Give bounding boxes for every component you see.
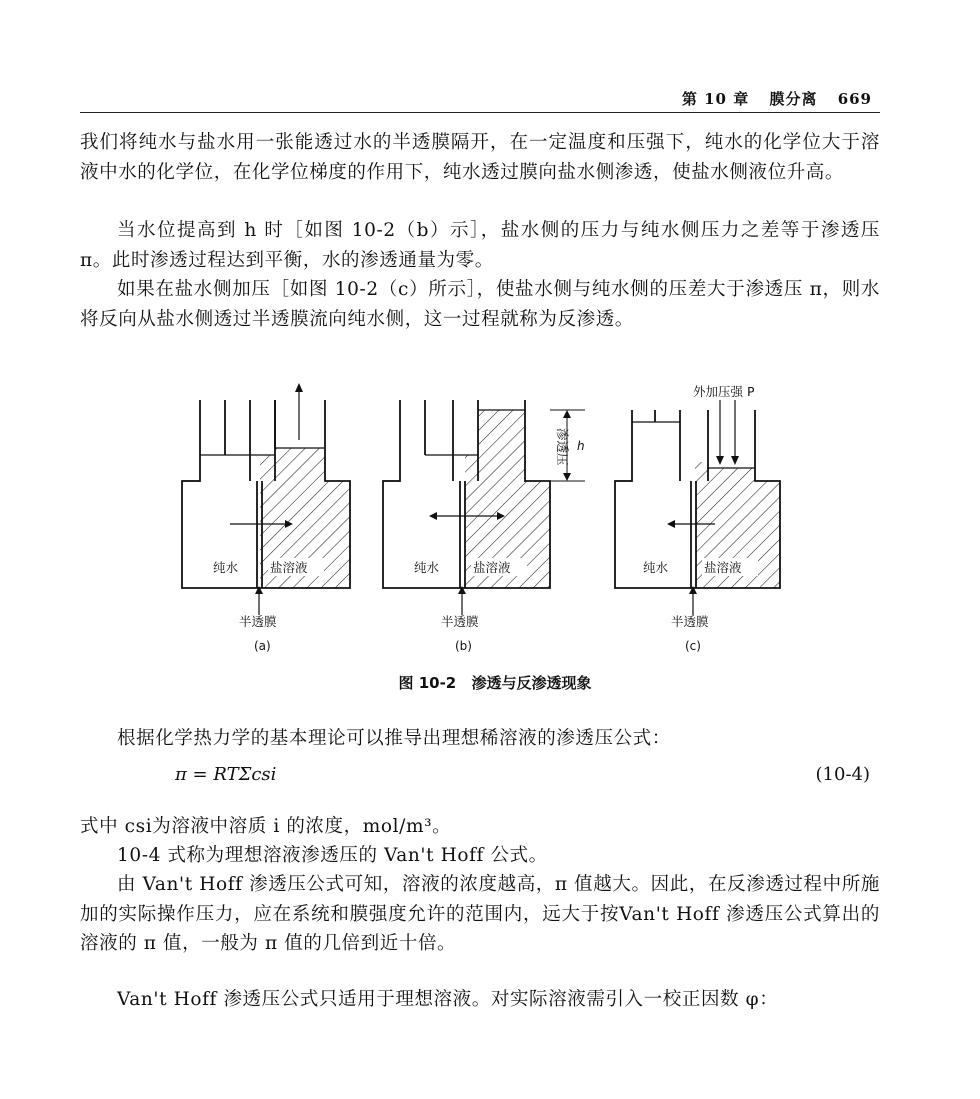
running-header bbox=[80, 84, 880, 113]
label-pure-water-c: 纯水 bbox=[643, 560, 669, 575]
panel-label-b: (b) bbox=[455, 639, 472, 653]
label-pure-water-b: 纯水 bbox=[414, 560, 440, 575]
panel-c bbox=[615, 400, 780, 615]
label-salt-solution-b: 盐溶液 bbox=[473, 560, 511, 575]
paragraph-2: 当水位提高到 h 时［如图 10-2（b）示］，盐水侧的压力与纯水侧压力之差等于渗透压 π。此时渗透过程达到平衡，水的渗透通量为零。 bbox=[80, 220, 880, 271]
label-salt-solution-c: 盐溶液 bbox=[704, 560, 742, 575]
page-number: 669 bbox=[837, 90, 872, 108]
chapter-label: 第 10 章 bbox=[681, 90, 750, 108]
paragraph-6: 10-4 式称为理想溶液渗透压的 Van't Hoff 公式。 bbox=[117, 845, 548, 866]
paragraph-1: 我们将纯水与盐水用一张能透过水的半透膜隔开，在一定温度和压强下，纯水的化学位大于溶液中水的化学位，在化学位梯度的作用下，纯水透过膜向盐水侧渗透，使盐水侧液位升高。 bbox=[80, 132, 880, 183]
paragraph-7: 由 Van't Hoff 渗透压公式可知，溶液的浓度越高，π 值越大。因此，在反渗透过程中所施加的实际操作压力，应在系统和膜强度允许的范围内，远大于按Van't Hoff 渗透压公式算出的溶液的 π 值，一般为 π 值的几倍到近十倍。 bbox=[80, 874, 880, 954]
paragraph-5: 式中 csi为溶液中溶质 i 的浓度，mol/m³。 bbox=[80, 816, 452, 837]
panel-a bbox=[182, 383, 350, 615]
header-text bbox=[668, 88, 872, 109]
section-title: 膜分离 bbox=[769, 90, 818, 108]
panel-label-c: (c) bbox=[685, 639, 701, 653]
osmosis-figure bbox=[175, 380, 815, 710]
osmosis-diagram bbox=[175, 380, 815, 670]
label-salt-solution-a: 盐溶液 bbox=[270, 560, 308, 575]
panel-label-a: (a) bbox=[254, 639, 271, 653]
label-osmotic-pressure: 渗透压 bbox=[555, 428, 570, 466]
figure-caption bbox=[0, 672, 980, 693]
formula-number: (10-4) bbox=[815, 764, 870, 785]
label-membrane-a: 半透膜 bbox=[239, 614, 277, 629]
panel-b bbox=[383, 400, 585, 615]
paragraph-8: Van't Hoff 渗透压公式只适用于理想溶液。对实际溶液需引入一校正因数 φ： bbox=[117, 989, 779, 1010]
label-pure-water-a: 纯水 bbox=[213, 560, 239, 575]
caption-title: 渗透与反渗透现象 bbox=[471, 674, 592, 692]
caption-number: 图 10-2 bbox=[398, 674, 457, 692]
label-membrane-c: 半透膜 bbox=[671, 614, 709, 629]
paragraph-3: 如果在盐水侧加压［如图 10-2（c）所示］，使盐水侧与纯水侧的压差大于渗透压 π，则水将反向从盐水侧透过半透膜流向纯水侧，这一过程就称为反渗透。 bbox=[80, 279, 880, 330]
label-membrane-b: 半透膜 bbox=[441, 614, 479, 629]
formula: π = RTΣcsi bbox=[175, 764, 277, 785]
paragraph-4: 根据化学热力学的基本理论可以推导出理想稀溶液的渗透压公式： bbox=[117, 728, 671, 749]
label-external-pressure: 外加压强 P bbox=[693, 384, 755, 399]
label-h: h bbox=[577, 439, 585, 453]
